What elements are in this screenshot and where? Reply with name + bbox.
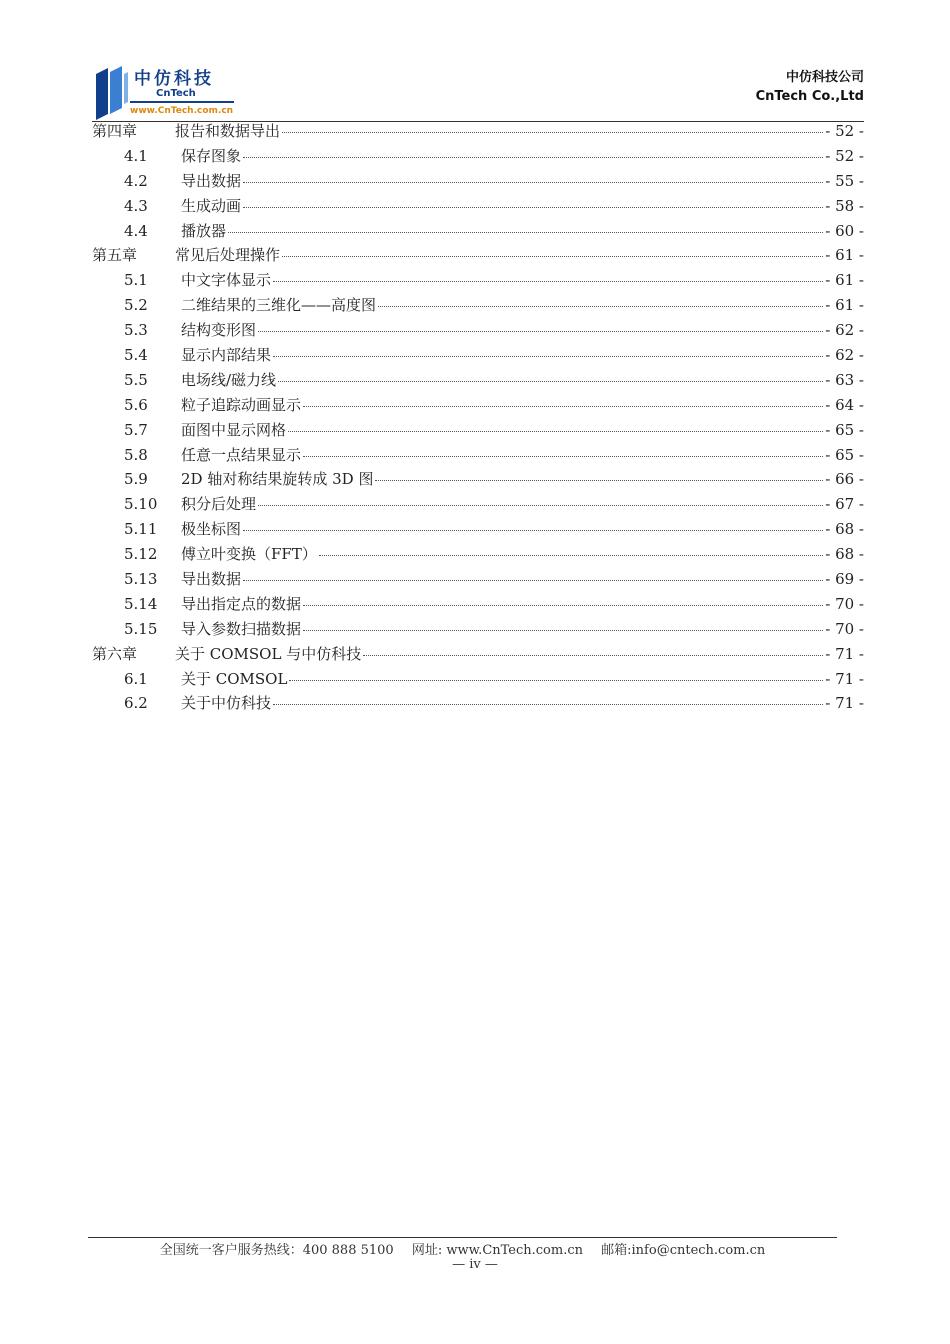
- toc-entry-number: 4.2: [124, 171, 148, 190]
- toc-entry[interactable]: [92, 195, 864, 220]
- toc-entry-title: 常见后处理操作: [175, 246, 281, 265]
- toc-entry-number: 第四章: [92, 122, 138, 140]
- company-name: [756, 68, 864, 106]
- toc-entry-title: 任意一点结果显示: [181, 445, 302, 464]
- toc-entry[interactable]: [92, 244, 864, 269]
- toc-entry[interactable]: [92, 618, 864, 643]
- toc-entry-number: 5.10: [124, 495, 158, 514]
- toc-entry-page: - 71 -: [825, 694, 864, 713]
- toc-entry-number: 5.1: [124, 271, 148, 290]
- toc-entry-page: - 68 -: [825, 520, 864, 539]
- toc-entry-page: - 55 -: [825, 171, 864, 190]
- toc-entry-leader: [258, 505, 823, 506]
- toc-entry-number: 第六章: [92, 644, 138, 663]
- toc-entry-page: - 66 -: [825, 470, 864, 489]
- toc-entry-title: 粒子追踪动画显示: [181, 395, 302, 414]
- toc-entry-number: 5.5: [124, 370, 148, 389]
- logo-english-text: CnTech: [156, 88, 196, 99]
- company-name-en: CnTech Co.,Ltd: [755, 89, 864, 104]
- table-of-contents: [92, 120, 864, 717]
- toc-entry-leader: [273, 281, 823, 282]
- toc-entry-leader: [273, 704, 823, 705]
- toc-entry-page: - 69 -: [825, 570, 864, 589]
- toc-entry-leader: [363, 655, 823, 656]
- toc-entry[interactable]: [92, 468, 864, 493]
- toc-entry-number: 6.1: [124, 669, 148, 688]
- toc-entry[interactable]: [92, 220, 864, 245]
- toc-entry-leader: [319, 555, 823, 556]
- toc-entry-title: 中文字体显示: [181, 271, 272, 290]
- toc-entry-page: - 61 -: [825, 271, 864, 290]
- toc-entry-title: 报告和数据导出: [175, 122, 281, 140]
- toc-entry-page: - 61 -: [825, 296, 864, 315]
- toc-entry-page: - 68 -: [825, 545, 864, 564]
- toc-entry-title: 导出指定点的数据: [181, 594, 302, 613]
- toc-entry-leader: [243, 157, 823, 158]
- toc-entry-title: 电场线/磁力线: [181, 370, 277, 389]
- toc-entry-leader: [228, 232, 823, 233]
- toc-entry[interactable]: [92, 643, 864, 668]
- toc-entry[interactable]: [92, 344, 864, 369]
- toc-entry[interactable]: [92, 294, 864, 319]
- toc-entry-page: - 62 -: [825, 321, 864, 340]
- page-number: — iv —: [452, 1257, 498, 1272]
- toc-entry-title: 关于 COMSOL 与中仿科技: [175, 644, 362, 663]
- toc-entry-title: 二维结果的三维化——高度图: [181, 296, 377, 315]
- toc-entry-page: - 71 -: [825, 644, 864, 663]
- toc-entry-leader: [282, 256, 823, 257]
- footer-email[interactable]: 邮箱:info@cntech.com.cn: [601, 1243, 766, 1258]
- page-footer: [88, 1239, 837, 1258]
- cntech-logo: [92, 60, 252, 120]
- toc-entry-title: 积分后处理: [181, 495, 257, 514]
- toc-entry[interactable]: [92, 419, 864, 444]
- toc-entry-number: 5.11: [124, 520, 158, 539]
- toc-entry[interactable]: [92, 145, 864, 170]
- toc-entry-leader: [243, 207, 823, 208]
- logo-chinese-text: 中仿科技: [134, 69, 214, 89]
- toc-entry-number: 5.12: [124, 545, 158, 564]
- toc-entry-leader: [273, 356, 823, 357]
- toc-entry-page: - 71 -: [825, 669, 864, 688]
- toc-entry[interactable]: [92, 120, 864, 145]
- page-header: [92, 60, 864, 122]
- toc-entry-leader: [303, 406, 823, 407]
- toc-entry-title: 生成动画: [181, 196, 242, 215]
- toc-entry-title: 面图中显示网格: [181, 420, 287, 439]
- toc-entry[interactable]: [92, 319, 864, 344]
- footer-hotline: 全国统一客户服务热线：400 888 5100: [159, 1243, 394, 1258]
- toc-entry-page: - 58 -: [825, 196, 864, 215]
- toc-entry-number: 5.14: [124, 594, 158, 613]
- toc-entry-title: 2D 轴对称结果旋转成 3D 图: [181, 470, 374, 489]
- toc-entry-title: 显示内部结果: [181, 346, 272, 365]
- toc-entry[interactable]: [92, 369, 864, 394]
- toc-entry[interactable]: [92, 444, 864, 469]
- toc-entry-number: 4.3: [124, 196, 148, 215]
- toc-entry-number: 5.3: [124, 321, 148, 340]
- toc-entry[interactable]: [92, 543, 864, 568]
- toc-entry-number: 5.15: [124, 619, 158, 638]
- toc-entry[interactable]: [92, 692, 864, 717]
- toc-entry-page: - 70 -: [825, 594, 864, 613]
- toc-entry-leader: [289, 680, 823, 681]
- toc-entry-page: - 52 -: [825, 146, 864, 165]
- toc-entry-page: - 65 -: [825, 445, 864, 464]
- toc-entry-title: 极坐标图: [181, 520, 242, 539]
- toc-entry-leader: [303, 630, 823, 631]
- toc-entry-leader: [375, 480, 823, 481]
- toc-entry-number: 5.13: [124, 570, 158, 589]
- toc-entry-leader: [278, 381, 823, 382]
- toc-entry-page: - 60 -: [825, 221, 864, 240]
- toc-entry-title: 关于中仿科技: [181, 694, 272, 713]
- toc-entry-page: - 61 -: [825, 246, 864, 265]
- toc-entry-title: 结构变形图: [181, 321, 257, 340]
- toc-entry-number: 5.6: [124, 395, 148, 414]
- footer-website[interactable]: 网址: www.CnTech.com.cn: [411, 1243, 583, 1258]
- logo-url: www.CnTech.com.cn: [130, 106, 234, 116]
- toc-entry[interactable]: [92, 568, 864, 593]
- toc-entry-title: 导出数据: [181, 171, 242, 190]
- toc-entry-page: - 64 -: [825, 395, 864, 414]
- toc-entry-page: - 62 -: [825, 346, 864, 365]
- toc-entry-number: 6.2: [124, 694, 148, 713]
- toc-entry-title: 保存图象: [181, 146, 242, 165]
- toc-entry-number: 4.4: [124, 221, 148, 240]
- toc-entry-leader: [303, 605, 823, 606]
- toc-entry-page: - 65 -: [825, 420, 864, 439]
- toc-entry-title: 导入参数扫描数据: [181, 619, 302, 638]
- toc-entry[interactable]: [92, 668, 864, 693]
- toc-entry-leader: [282, 132, 823, 133]
- toc-entry-title: 播放器: [181, 221, 227, 240]
- toc-entry[interactable]: [92, 394, 864, 419]
- toc-entry-leader: [378, 306, 823, 307]
- toc-entry-number: 5.2: [124, 296, 148, 315]
- toc-entry-page: - 52 -: [825, 122, 864, 140]
- toc-entry-number: 5.4: [124, 346, 148, 365]
- toc-entry-leader: [243, 580, 823, 581]
- toc-entry-title: 关于 COMSOL: [181, 669, 288, 688]
- toc-entry-page: - 70 -: [825, 619, 864, 638]
- toc-entry[interactable]: [92, 269, 864, 294]
- toc-entry-leader: [243, 182, 823, 183]
- toc-entry-title: 导出数据: [181, 570, 242, 589]
- toc-entry-leader: [258, 331, 823, 332]
- toc-entry-leader: [243, 530, 823, 531]
- toc-entry-leader: [303, 456, 823, 457]
- toc-entry-page: - 67 -: [825, 495, 864, 514]
- logo-mark-icon: [92, 64, 132, 120]
- toc-entry-page: - 63 -: [825, 370, 864, 389]
- toc-entry-title: 傅立叶变换（FFT）: [181, 545, 317, 564]
- toc-entry[interactable]: [92, 518, 864, 543]
- toc-entry[interactable]: [92, 493, 864, 518]
- toc-entry-leader: [288, 431, 823, 432]
- company-name-cn: 中仿科技公司: [785, 70, 864, 85]
- logo-rule: [130, 101, 234, 103]
- toc-entry-number: 4.1: [124, 146, 148, 165]
- toc-entry[interactable]: [92, 593, 864, 618]
- toc-entry-number: 5.8: [124, 445, 148, 464]
- toc-entry-number: 5.7: [124, 420, 148, 439]
- toc-entry-number: 第五章: [92, 246, 138, 265]
- toc-entry[interactable]: [92, 170, 864, 195]
- footer-divider: [88, 1237, 837, 1238]
- toc-entry-number: 5.9: [124, 470, 148, 489]
